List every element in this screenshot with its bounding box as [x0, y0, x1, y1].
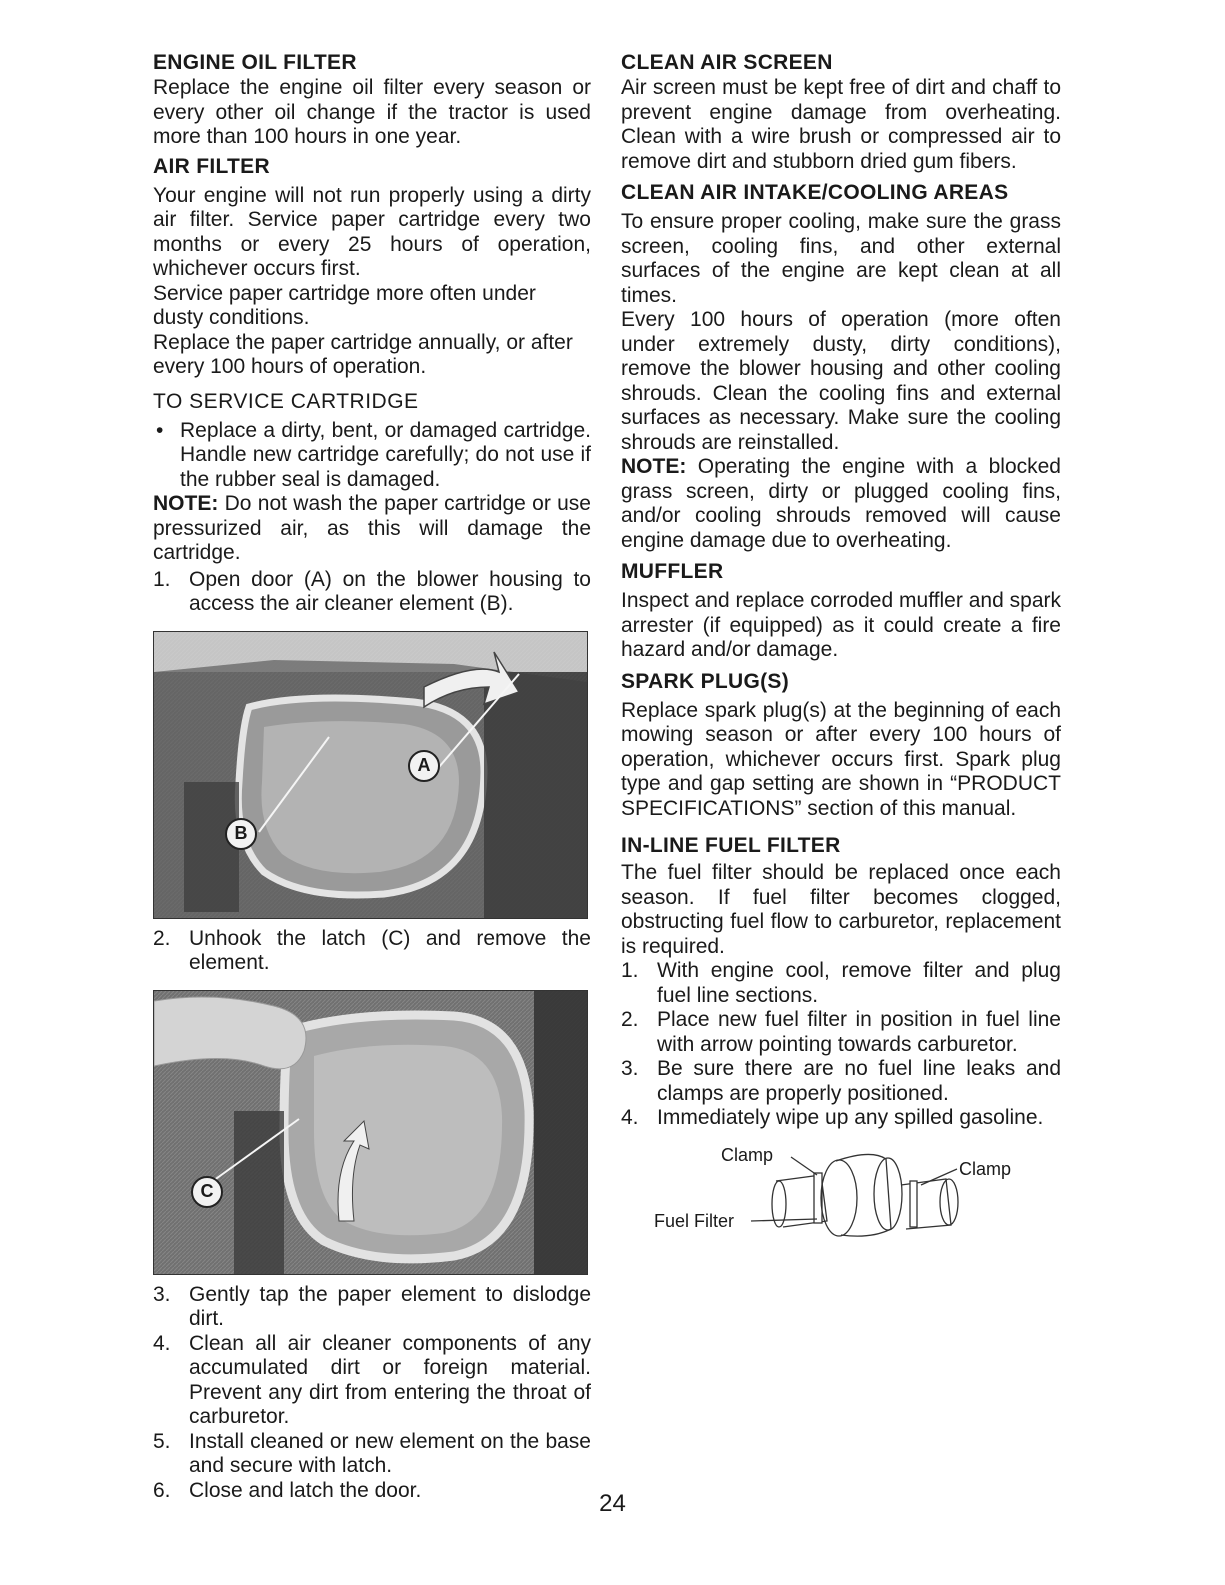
spark-plugs-text: Replace spark plug(s) at the beginning of each mowing season or after every 100 hours of operation, whichever occurs first. Spark plug type and gap setting are shown in “PRODUCT SPECIFICATIONS” section of this manual. — [621, 698, 1061, 820]
bullet-text: Replace a dirty, bent, or damaged cartridge. Handle new cartridge carefully; do not use if the rubber seal is damaged. — [180, 418, 591, 491]
service-cartridge-heading: TO SERVICE CARTRIDGE — [153, 389, 419, 413]
step-number: 2. — [621, 1008, 639, 1031]
step-1 — [153, 568, 591, 617]
step-number: 3. — [621, 1057, 639, 1080]
engine-oil-filter-text: Replace the engine oil filter every season or every other oil change if the tractor is used more than 100 hours in one year. — [153, 76, 591, 148]
fuel-filter-text: The fuel filter should be replaced once each season. If fuel filter becomes clogged, obstructing fuel flow to carburetor, replacement is required. — [621, 861, 1061, 958]
note-text: Operating the engine with a blocked grass screen, dirty or plugged cooling fins, and/or cooling shrouds removed will cause engine damage due to overheating. — [621, 455, 1061, 552]
engine-oil-filter-heading: ENGINE OIL FILTER — [153, 51, 357, 74]
step-text: With engine cool, remove filter and plug fuel line sections. — [657, 959, 1061, 1007]
bullet-dot-icon: • — [156, 418, 164, 442]
note-text: Do not wash the paper cartridge or use pressurized air, as this will damage the cartridge. — [153, 492, 591, 564]
step-text: Be sure there are no fuel line leaks and clamps are properly positioned. — [657, 1057, 1061, 1105]
step-text: Unhook the latch (C) and remove the element. — [189, 926, 591, 974]
fuel-step-3 — [621, 1057, 1061, 1106]
fuel-step-4 — [621, 1106, 1061, 1131]
callout-a: A — [408, 750, 440, 782]
air-filter-paragraph-3: Replace the paper cartridge annually, or after every 100 hours of operation. — [153, 330, 573, 378]
latch-removal-illustration — [154, 991, 587, 1274]
air-filter-paragraph-1: Your engine will not run properly using a dirty air filter. Service paper cartridge every two months or every 25 hours of operation, whichever occurs first. — [153, 183, 591, 280]
fuel-filter-heading: IN-LINE FUEL FILTER — [621, 834, 841, 857]
step-number: 6. — [153, 1478, 171, 1502]
page-number: 24 — [599, 1490, 626, 1517]
step-text: Close and latch the door. — [189, 1478, 422, 1502]
latch-removal-photo — [153, 990, 588, 1275]
step-number: 4. — [153, 1331, 171, 1355]
clamp-left-label: Clamp — [721, 1144, 774, 1165]
air-filter-heading: AIR FILTER — [153, 154, 270, 178]
step-2 — [153, 927, 591, 976]
air-filter-paragraph-2: Service paper cartridge more often under dusty conditions. — [153, 281, 536, 329]
fuel-step-1 — [621, 959, 1061, 1008]
service-cartridge-note — [153, 492, 591, 566]
step-text: Clean all air cleaner components of any accumulated dirt or foreign material. Prevent any dirt from entering the throat of carburetor. — [189, 1331, 591, 1428]
fuel-filter-label: Fuel Filter — [654, 1210, 735, 1231]
air-cleaner-door-illustration — [154, 632, 587, 918]
left-column — [153, 50, 591, 1503]
clean-air-screen-text: Air screen must be kept free of dirt and chaff to prevent engine damage from overheating. Clean with a wire brush or compressed air to remove dirt and stubborn dried gum fibers. — [621, 76, 1061, 173]
clamp-right-label: Clamp — [959, 1158, 1012, 1179]
right-column — [621, 50, 1061, 1249]
note-label: NOTE: — [621, 455, 687, 478]
air-cleaner-door-photo — [153, 631, 588, 919]
fuel-filter-drawing — [621, 1139, 1061, 1249]
cooling-note — [621, 455, 1061, 553]
callout-b: B — [225, 818, 257, 850]
step-text: Place new fuel filter in position in fuel line with arrow pointing towards carburetor. — [657, 1008, 1061, 1056]
step-number: 1. — [153, 567, 171, 591]
step-number: 4. — [621, 1106, 639, 1129]
note-label: NOTE: — [153, 492, 219, 515]
step-3 — [153, 1283, 591, 1332]
step-number: 3. — [153, 1282, 171, 1306]
step-number: 5. — [153, 1429, 171, 1453]
muffler-heading: MUFFLER — [621, 560, 724, 583]
step-text: Install cleaned or new element on the base and secure with latch. — [189, 1429, 591, 1477]
callout-c: C — [191, 1176, 223, 1208]
cooling-paragraph-2: Every 100 hours of operation (more often under extremely dusty, dirty conditions), remove the blower housing and other cooling shrouds. Clean the cooling fins and external surfaces as necessary. Make sure the cooling shrouds are reinstalled. — [621, 308, 1061, 454]
cooling-paragraph-1: To ensure proper cooling, make sure the grass screen, cooling fins, and other external surfaces of the engine are kept clean at all times. — [621, 210, 1061, 307]
step-text: Gently tap the paper element to dislodge dirt. — [189, 1282, 591, 1330]
step-text: Open door (A) on the blower housing to access the air cleaner element (B). — [189, 567, 591, 615]
clean-air-screen-heading: CLEAN AIR SCREEN — [621, 51, 833, 74]
muffler-text: Inspect and replace corroded muffler and spark arrester (if equipped) as it could create a fire hazard and/or damage. — [621, 589, 1061, 661]
step-5 — [153, 1430, 591, 1479]
fuel-filter-figure — [621, 1139, 1061, 1249]
spark-plugs-heading: SPARK PLUG(S) — [621, 669, 790, 693]
step-number: 2. — [153, 926, 171, 950]
service-cartridge-bullet — [153, 419, 591, 493]
step-text: Immediately wipe up any spilled gasoline. — [657, 1106, 1044, 1129]
step-4 — [153, 1332, 591, 1430]
step-number: 1. — [621, 959, 639, 982]
fuel-step-2 — [621, 1008, 1061, 1057]
cooling-areas-heading: CLEAN AIR INTAKE/COOLING AREAS — [621, 181, 1009, 204]
